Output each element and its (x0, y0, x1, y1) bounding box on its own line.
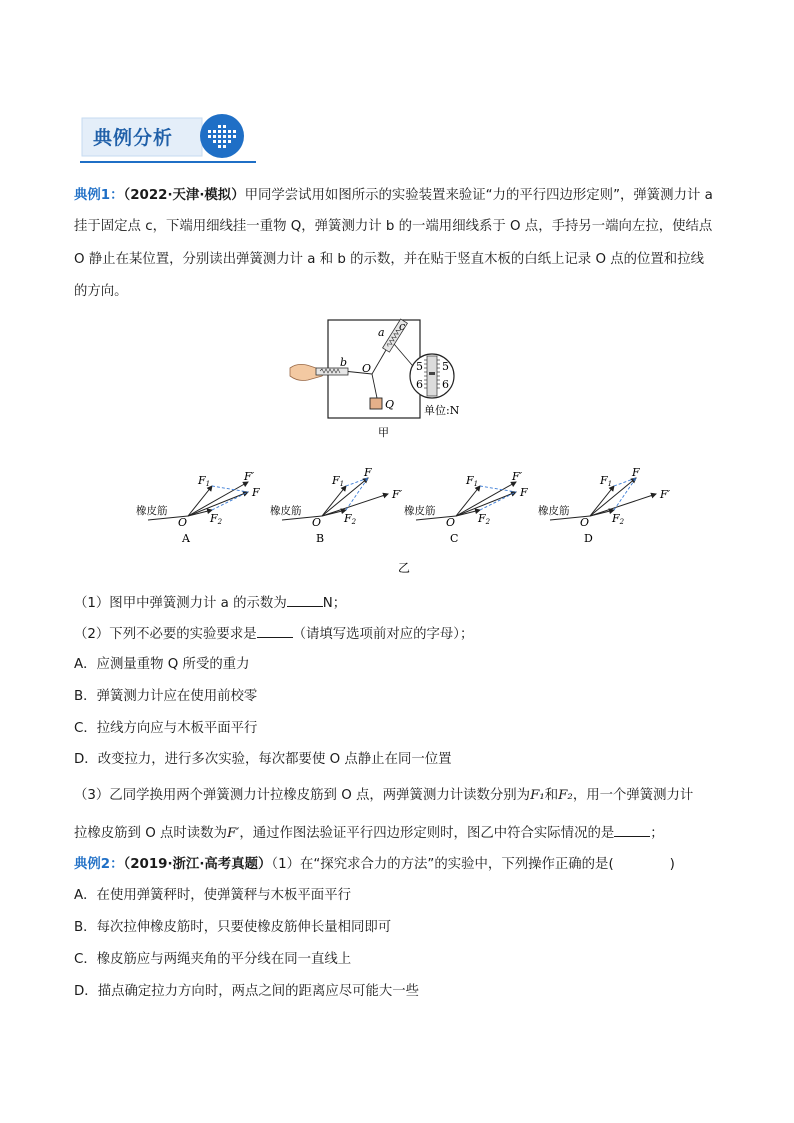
question3-blank[interactable] (614, 822, 650, 837)
label-F1: F1 (466, 474, 479, 488)
question2-option-a: A．应测量重物 Q 所受的重力 (74, 657, 250, 672)
example2-option-b: B．每次拉伸橡皮筋时，只要使橡皮筋伸长量相同即可 (74, 920, 392, 935)
example1-line3: O 静止在某位置，分别读出弹簧测力计 a 和 b 的示数，并在贴于竖直木板的白纸上记录 O 点的位置和拉线 (74, 252, 704, 267)
label-mid-force: F (252, 486, 260, 499)
dashed-side-1 (212, 486, 248, 492)
question3-text-3: 拉橡皮筋到 O 点时读数为 (74, 826, 227, 841)
label-O: O (580, 516, 590, 529)
label-F2: F2 (478, 512, 491, 526)
rubber-band-label: 橡皮筋 (136, 505, 168, 517)
force-panel-a (136, 470, 260, 545)
example2-option-a: A．在使用弹簧秤时，使弹簧秤与木板平面平行 (74, 888, 351, 903)
label-F1: F1 (332, 474, 345, 488)
force-panel-d (538, 468, 670, 545)
dashed-side-1 (346, 478, 368, 486)
force-panel-c (404, 470, 528, 545)
question2-stem: （2）下列不必要的实验要求是 (74, 627, 257, 642)
question3-and: 和 (544, 788, 559, 803)
label-mid-force: F′ (392, 488, 403, 501)
question3-F1: F₁ (530, 788, 545, 803)
question2 (74, 623, 473, 645)
panel-letter: D (584, 532, 593, 545)
example2-label: 典例2： (74, 857, 124, 872)
example1-label: 典例1： (74, 188, 124, 203)
label-O: O (362, 362, 372, 375)
question3-text-4: ，通过作图法验证平行四边形定则时，图乙中符合实际情况的是 (239, 826, 615, 841)
panel-letter: B (316, 532, 325, 545)
question3-end: ； (650, 826, 664, 841)
label-mid-force: F (520, 486, 528, 499)
example2-line1 (74, 855, 675, 875)
label-top-force: F′ (244, 470, 255, 483)
label-F2: F2 (344, 512, 357, 526)
section-heading: 典例分析 (93, 127, 174, 149)
scale-5-left: 5 (416, 360, 423, 373)
question2-blank[interactable] (257, 623, 293, 638)
example2-option-c: C．橡皮筋应与两绳夹角的平分线在同一直线上 (74, 952, 352, 967)
question3-text-2: ，用一个弹簧测力计 (572, 788, 694, 803)
label-top-force: F′ (512, 470, 523, 483)
question2-option-d: D．改变拉力，进行多次实验，每次都要使 O 点静止在同一位置 (74, 752, 452, 767)
dashed-side-1 (480, 486, 516, 492)
label-F2: F2 (612, 512, 625, 526)
scale-5-right: 5 (442, 360, 449, 373)
rubber-band-label: 橡皮筋 (270, 505, 302, 517)
question3-F2: F₂ (558, 788, 573, 803)
question2-stem-end: （请填写选项前对应的字母）； (292, 627, 474, 642)
question2-option-c: C．拉线方向应与木板平面平行 (74, 721, 258, 736)
question1 (74, 592, 346, 614)
label-O: O (312, 516, 322, 529)
label-O: O (178, 516, 188, 529)
figure-yi-caption: 乙 (398, 561, 411, 575)
question1-text: （1）图甲中弹簧测力计 a 的示数为 (74, 596, 287, 611)
scale-6-right: 6 (442, 378, 449, 391)
example1-line4: 的方向。 (74, 284, 128, 299)
question1-blank[interactable] (287, 592, 323, 607)
question1-unit: N； (322, 596, 347, 611)
force-panel-b (270, 468, 403, 545)
dashed-side-1 (614, 478, 636, 486)
unit-label: 单位:N (424, 404, 460, 417)
label-c: c (399, 320, 406, 333)
label-O: O (446, 516, 456, 529)
example2-source: （2019·浙江·高考真题） (123, 857, 272, 872)
question3-line1 (74, 786, 693, 806)
label-F1: F1 (600, 474, 613, 488)
label-F2: F2 (210, 512, 223, 526)
example1-line1 (74, 186, 713, 206)
label-a: a (378, 326, 385, 339)
rubber-band-label: 橡皮筋 (404, 505, 436, 517)
weight-Q (370, 398, 382, 409)
label-top-force: F (364, 468, 372, 479)
rubber-band-label: 橡皮筋 (538, 505, 570, 517)
label-Q: Q (385, 398, 395, 411)
figure-jia-caption: 甲 (378, 426, 389, 439)
dashed-side-2 (212, 492, 248, 510)
label-mid-force: F′ (660, 488, 670, 501)
question3-text-1: （3）乙同学换用两个弹簧测力计拉橡皮筋到 O 点，两弹簧测力计读数分别为 (74, 788, 531, 803)
example1-source: （2022·天津·模拟） (123, 188, 245, 203)
example1-text-1: 甲同学尝试用如图所示的实验装置来验证“力的平行四边形定则”，弹簧测力计 a (244, 188, 713, 203)
dashed-side-2 (480, 492, 516, 510)
example2-stem: （1）在“探究求合力的方法”的实验中，下列操作正确的是( (271, 857, 614, 872)
spring-scale-b (316, 368, 348, 375)
question3-Fprime: F′ (226, 826, 240, 841)
figure-jia (286, 316, 496, 444)
figure-yi (130, 468, 670, 580)
label-F1: F1 (198, 474, 211, 488)
label-top-force: F (632, 468, 640, 479)
scale-6-left: 6 (416, 378, 423, 391)
label-b: b (340, 356, 348, 369)
example1-line2: 挂于固定点 c，下端用细线挂一重物 Q，弹簧测力计 b 的一端用细线系于 O 点，手持另一端向左拉，使结点 (74, 219, 713, 234)
panel-letter: A (182, 532, 190, 545)
example2-option-d: D．描点确定拉力方向时，两点之间的距离应尽可能大一些 (74, 984, 420, 999)
question2-option-b: B．弹簧测力计应在使用前校零 (74, 689, 258, 704)
example2-stem-end: ) (669, 857, 675, 872)
question3-line2 (74, 822, 664, 844)
panel-letter: C (450, 532, 459, 545)
